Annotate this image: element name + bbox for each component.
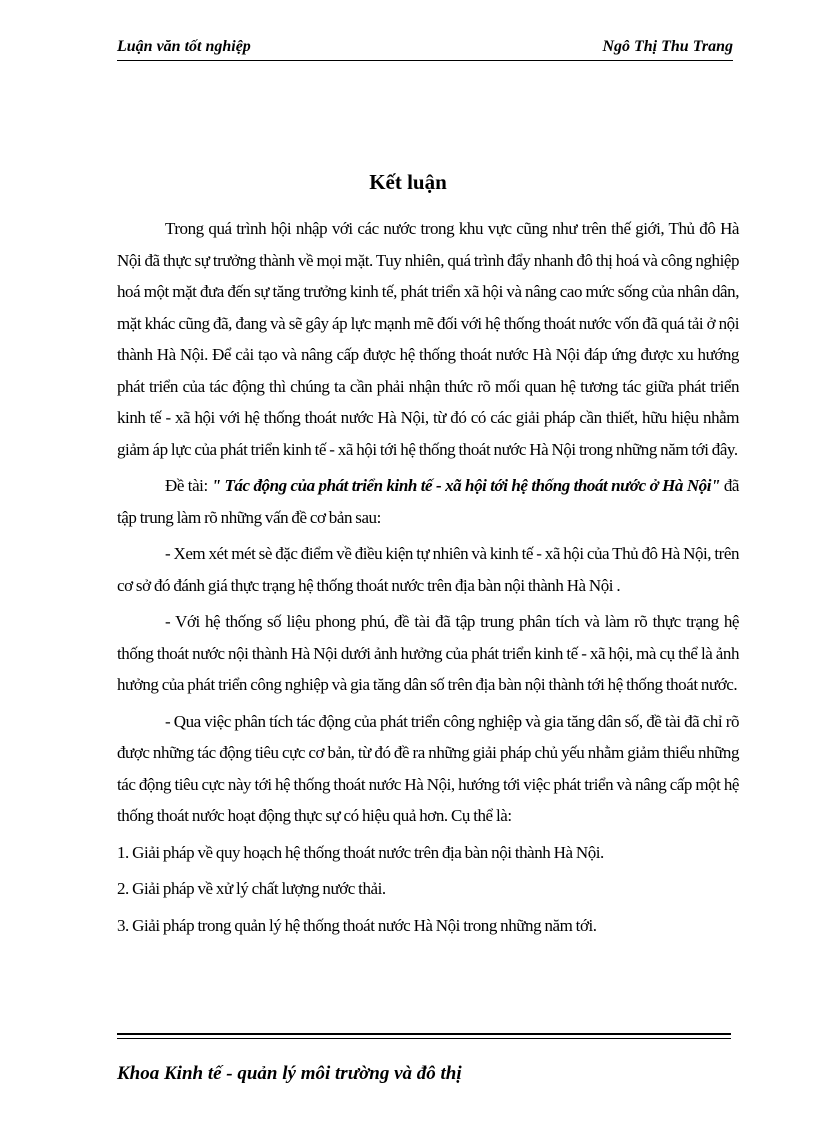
conclusion-body [117, 213, 739, 946]
page-title: Kết luận [369, 170, 447, 194]
paragraph-point-2: - Với hệ thống số liệu phong phú, đề tài đã tập trung phân tích và làm rõ thực trạng hệ thống thoát nước nội thành Hà Nội dưới ảnh hưởng của phát triển kinh tế - xã hội, mà cụ thể là ảnh hưởng của phát triển công nghiệp và gia tăng dân số trên địa bàn nội thành tới hệ thống thoát nước. [117, 612, 739, 694]
header-author-name: Ngô Thị Thu Trang [602, 38, 733, 55]
topic-title: " Tác động của phát triển kinh tế - xã hội tới hệ thống thoát nước ở Hà Nội" [211, 476, 720, 495]
footer-divider [117, 1033, 731, 1039]
topic-suffix: đã tập trung làm rõ những vấn đề cơ bản sau: [117, 476, 740, 527]
paragraph-intro: Trong quá trình hội nhập với các nước trong khu vực cũng như trên thế giới, Thủ đô Hà Nội đã thực sự trưởng thành về mọi mặt. Tuy nhiên, quá trình đẩy nhanh đô thị hoá và công nghiệp hoá một mặt đưa đến sự tăng trưởng kinh tế, phát triển xã hội và nâng cao mức sống của nhân dân, mặt khác cũng đã, đang và sẽ gây áp lực mạnh mẽ đối với hệ thống thoát nước vốn đã quá tải ở nội thành Hà Nội. Để cải tạo và nâng cấp được hệ thống thoát nước Hà Nội đáp ứng được xu hướng phát triển của tác động thì chúng ta cần phải nhận thức rõ mối quan hệ tương tác giữa phát triển kinh tế - xã hội với hệ thống thoát nước Hà Nội, từ đó có các giải pháp cần thiết, hữu hiệu nhằm giảm áp lực của phát triển kinh tế - xã hội tới hệ thống thoát nước Hà Nội trong những năm tới đây. [117, 219, 739, 459]
footer-rule-thick [117, 1033, 731, 1035]
header-thesis-label: Luận văn tốt nghiệp [117, 38, 251, 55]
paragraph-topic [117, 470, 739, 533]
footer-faculty: Khoa Kinh tế - quản lý môi trường và đô thị [117, 1063, 462, 1084]
solution-item: 2. Giải pháp về xử lý chất lượng nước thải. [117, 879, 386, 898]
topic-prefix: Đề tài: [165, 476, 212, 495]
paragraph-point-3: - Qua việc phân tích tác động của phát triển công nghiệp và gia tăng dân số, đề tài đã chỉ rõ được những tác động tiêu cực cơ bản, từ đó đề ra những giải pháp chủ yếu nhằm giảm thiểu những tác động tiêu cực này tới hệ thống thoát nước Hà Nội, hướng tới việc phát triển và nâng cấp một hệ thống thoát nước hoạt động thực sự có hiệu quả hơn. Cụ thể là: [117, 711, 739, 825]
solution-item: 3. Giải pháp trong quản lý hệ thống thoát nước Hà Nội trong những năm tới. [117, 915, 597, 935]
header-underline [117, 60, 733, 61]
paragraph-point-1: - Xem xét mét sè đặc điểm về điều kiện tự nhiên và kinh tế - xã hội của Thủ đô Hà Nội, trên cơ sở đó đánh giá thực trạng hệ thống thoát nước trên địa bàn nội thành Hà Nội . [117, 544, 739, 595]
page-header [117, 38, 733, 62]
solution-item: 1. Giải pháp về quy hoạch hệ thống thoát nước trên địa bàn nội thành Hà Nội. [117, 842, 604, 862]
footer-rule-thin [117, 1038, 731, 1039]
